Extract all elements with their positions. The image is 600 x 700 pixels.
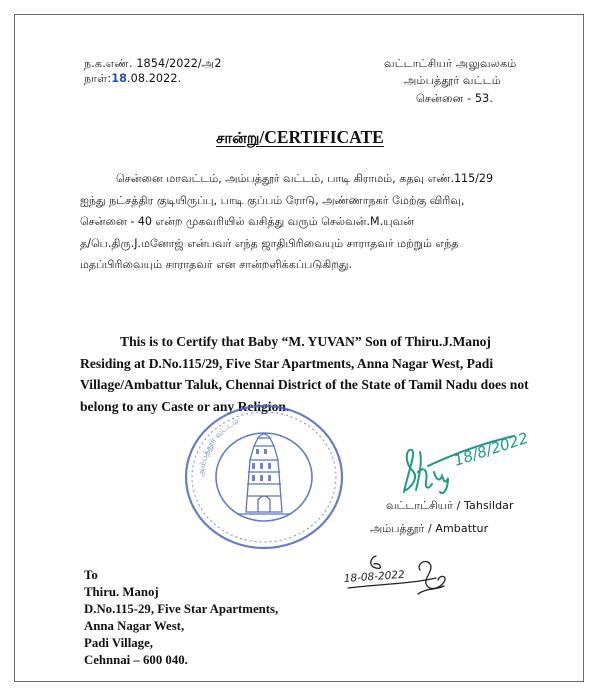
recipient-address bbox=[84, 567, 278, 669]
office-taluk: அம்பத்தூர் வட்டம் bbox=[404, 74, 501, 87]
office-city: சென்னை - 53. bbox=[416, 92, 494, 105]
official-seal-icon bbox=[182, 402, 347, 552]
svg-text:அம்பத்தூர் வட்டம் bbox=[197, 416, 240, 477]
reference-number: ந.க.எண். 1854/2022/அ2 bbox=[84, 57, 222, 70]
signatory-designation: வட்டாட்சியர் / Tahsildar bbox=[386, 499, 514, 512]
date-rest: .08.2022. bbox=[126, 72, 182, 85]
date-day: 18 bbox=[111, 72, 127, 85]
signatory-location: அம்பத்தூர் / Ambattur bbox=[370, 522, 489, 535]
address-line: Anna Nagar West, bbox=[84, 619, 185, 633]
tamil-certificate-text bbox=[80, 168, 520, 276]
title-english: /CERTIFICATE bbox=[259, 127, 384, 147]
address-to: To bbox=[84, 568, 98, 582]
english-line: Residing at D.No.115/29, Five Star Apartments, Anna Nagar West, Padi bbox=[80, 355, 494, 371]
english-line: Village/Ambattur Taluk, Chennai District of the State of Tamil Nadu does not bbox=[80, 377, 529, 392]
address-line: Padi Village, bbox=[84, 636, 153, 650]
address-line: D.No.115-29, Five Star Apartments, bbox=[84, 602, 279, 616]
date-label: நாள்: bbox=[84, 72, 112, 85]
initials-signature-icon bbox=[340, 548, 465, 606]
title-tamil: சான்று bbox=[216, 129, 260, 147]
office-name: வட்டாட்சியர் அலுவலகம் bbox=[384, 57, 517, 70]
seal-text: அம்பத்தூர் வட்டம் bbox=[196, 416, 241, 478]
tamil-line: மதப்பிரிவையும் சாராதவர் என சான்றளிக்கப்படுகிறது. bbox=[80, 258, 353, 271]
page-title bbox=[0, 127, 600, 149]
tamil-line: சென்னை - 40 என்ற முகவரியில் வசித்து வரும் செல்வன்.M.யுவன் bbox=[80, 215, 415, 228]
tahsildar-signature-icon bbox=[398, 428, 531, 502]
address-name: Thiru. Manoj bbox=[84, 585, 159, 599]
english-line: This is to Certify that Baby “M. YUVAN” Son of Thiru.J.Manoj bbox=[120, 334, 491, 349]
address-line: Cehnnai – 600 040. bbox=[84, 653, 188, 667]
tamil-line: த/பெ.திரு.J.மனோஜ் என்பவர் எந்த ஜாதிபிரிவையும் சாராதவர் மற்றும் எந்த bbox=[80, 236, 459, 250]
initials-date: 18-08-2022 bbox=[343, 568, 406, 585]
issue-date bbox=[84, 72, 181, 87]
tamil-line: சென்னை மாவட்டம், அம்பத்தூர் வட்டம், பாடி கிராமம், கதவு எண்.115/29 bbox=[116, 172, 494, 185]
signature-date: 18/8/2022 bbox=[451, 428, 531, 470]
tamil-line: ஐந்து நட்சத்திர குடியிருப்பு, பாடி குப்பம் ரோடு, அண்ணாநகர் மேற்கு விரிவு, bbox=[80, 193, 465, 207]
english-line: belong to any Caste or any Religion. bbox=[80, 398, 290, 414]
